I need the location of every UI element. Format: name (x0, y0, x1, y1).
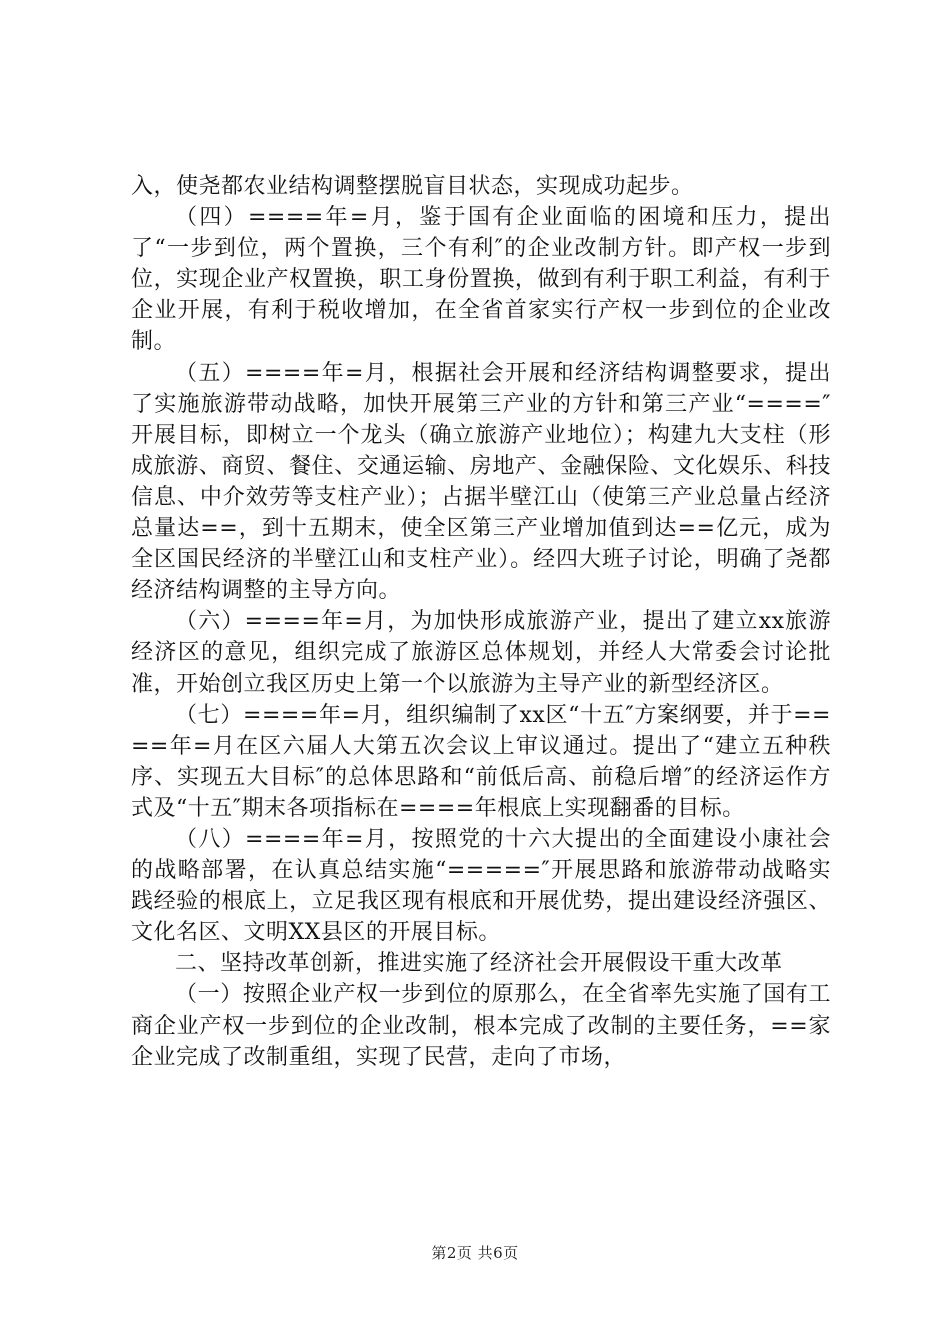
paragraph-item-6: （六）====年=月，为加快形成旅游产业，提出了建立xx旅游经济区的意见，组织完成了旅游区总体规划，并经人大常委会讨论批准，开始创立我区历史上第一个以旅游为主导产业的新型经济区。 (131, 609, 831, 697)
page-footer: 第2页 共6页 (431, 1244, 519, 1262)
section-heading-2: 二、坚持改革创新，推进实施了经济社会开展假设干重大改革 (175, 951, 783, 977)
paragraph-item-5: （五）====年=月，根据社会开展和经济结构调整要求，提出了实施旅游带动战略，加快开展第三产业的方针和第三产业“====″开展目标，即树立一个龙头（确立旅游产业地位）；构建九大支柱（形成旅游、商贸、餐住、交通运输、房地产、金融保险、文化娱乐、科技信息、中介效劳等支柱产业）；占据半壁江山（使第三产业总量占经济总量达==，到十五期末，使全区第三产业增加值到达==亿元，成为全区国民经济的半壁江山和支柱产业）。经四大班子讨论，明确了尧都经济结构调整的主导方向。 (131, 360, 831, 604)
paragraph-continuation: 入，使尧都农业结构调整摆脱盲目状态，实现成功起步。 (131, 174, 694, 199)
paragraph-item-1: （一）按照企业产权一步到位的原那么，在全省率先实施了国有工商企业产权一步到位的企业改制，根本完成了改制的主要任务，==家企业完成了改制重组，实现了民营，走向了市场， (131, 982, 831, 1070)
paragraph-item-8: （八）====年=月，按照党的十六大提出的全面建设小康社会的战略部署，在认真总结实施“=====″开展思路和旅游带动战略实践经验的根底上，立足我区现有根底和开展优势，提出建设经济强区、文化名区、文明XX县区的开展目标。 (131, 826, 831, 946)
document-body (131, 171, 831, 1073)
paragraph-item-7: （七）====年=月，组织编制了xx区“十五″方案纲要，并于====年=月在区六届人大第五次会议上审议通过。提出了“建立五种秩序、实现五大目标″的总体思路和“前低后高、前稳后增″的经济运作方式及“十五″期末各项指标在====年根底上实现翻番的目标。 (131, 702, 831, 821)
paragraph-item-4: （四）====年=月，鉴于国有企业面临的困境和压力，提出了“一步到位，两个置换，三个有利″的企业改制方针。即产权一步到位，实现企业产权置换，职工身份置换，做到有利于职工利益，有利于企业开展，有利于税收增加，在全省首家实行产权一步到位的企业改制。 (131, 205, 831, 355)
